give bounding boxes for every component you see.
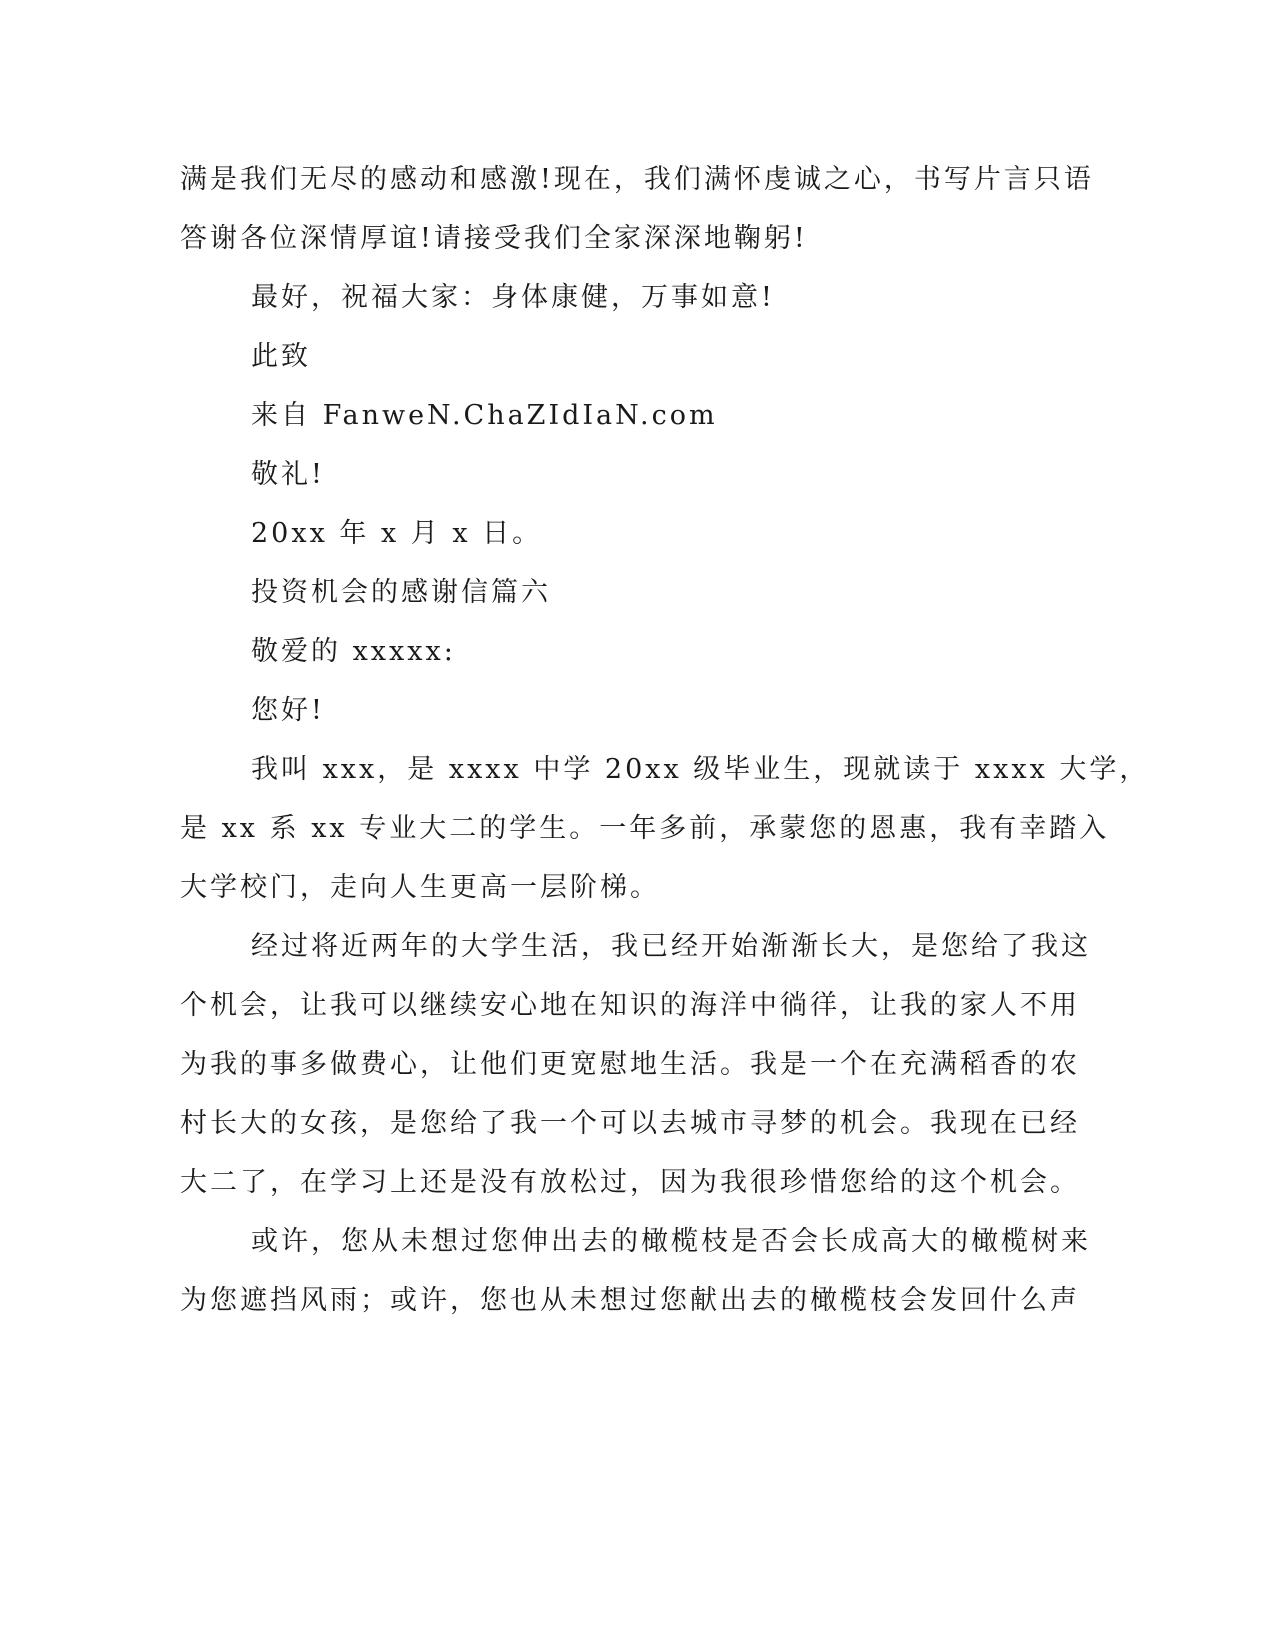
letter-greeting: 敬爱的 xxxxx: bbox=[251, 636, 456, 667]
text-line: 答谢各位深情厚谊!请接受我们全家深深地鞠躬! bbox=[180, 223, 808, 254]
section-title: 投资机会的感谢信篇六 bbox=[251, 577, 551, 608]
text-line: 经过将近两年的大学生活，我已经开始渐渐长大，是您给了我这 bbox=[251, 931, 1091, 962]
date-line: 20xx 年 x 月 x 日。 bbox=[251, 518, 543, 549]
text-line: 满是我们无尽的感动和感激!现在，我们满怀虔诚之心，书写片言只语 bbox=[180, 164, 1094, 195]
text-line: 大学校门，走向人生更高一层阶梯。 bbox=[180, 872, 660, 903]
letter-hello: 您好! bbox=[251, 695, 325, 726]
source-line: 来自 FanweN.ChaZIdIaN.com bbox=[251, 400, 718, 431]
closing-respect: 敬礼! bbox=[251, 459, 325, 490]
text-line: 或许，您从未想过您伸出去的橄榄枝是否会长成高大的橄榄树来 bbox=[251, 1226, 1091, 1257]
closing-wish: 最好，祝福大家：身体康健，万事如意! bbox=[251, 282, 775, 313]
text-line: 为我的事多做费心，让他们更宽慰地生活。我是一个在充满稻香的农 bbox=[180, 1049, 1080, 1080]
text-line: 是 xx 系 xx 专业大二的学生。一年多前，承蒙您的恩惠，我有幸踏入 bbox=[180, 813, 1110, 844]
closing-salutation: 此致 bbox=[251, 341, 311, 372]
text-line: 大二了，在学习上还是没有放松过，因为我很珍惜您给的这个机会。 bbox=[180, 1167, 1080, 1198]
text-line: 村长大的女孩，是您给了我一个可以去城市寻梦的机会。我现在已经 bbox=[180, 1108, 1080, 1139]
text-line: 我叫 xxx，是 xxxx 中学 20xx 级毕业生，现就读于 xxxx 大学， bbox=[251, 754, 1150, 785]
text-line: 为您遮挡风雨；或许，您也从未想过您献出去的橄榄枝会发回什么声 bbox=[180, 1285, 1080, 1316]
text-line: 个机会，让我可以继续安心地在知识的海洋中徜徉，让我的家人不用 bbox=[180, 990, 1080, 1021]
